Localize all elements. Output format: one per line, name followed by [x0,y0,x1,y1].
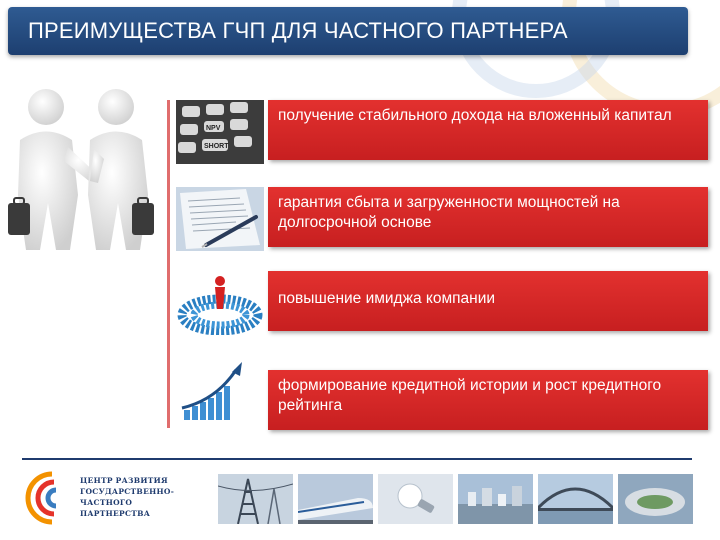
calculator-key-short: SHORT [204,143,229,150]
bridge-photo [538,474,613,524]
vertical-divider [167,100,170,428]
benefit-card [268,187,708,247]
calculator-icon [176,100,264,164]
people-circle-icon [176,271,264,335]
footer-divider [22,458,692,460]
benefit-text: гарантия сбыта и загруженности мощностей на долгосрочной основе [278,194,620,231]
growth-chart-icon [176,358,264,422]
logo-line: ПАРТНЕРСТВА [80,509,151,518]
benefit-text: получение стабильного дохода на вложенный капитал [278,107,672,124]
stadium-photo [618,474,693,524]
benefit-text: повышение имиджа компании [278,290,496,307]
calculator-key-npv: NPV [206,125,221,132]
benefit-card [268,370,708,430]
train-photo [298,474,373,524]
light-bulb-photo [378,474,453,524]
benefit-card [268,271,708,331]
document-pen-icon [176,187,264,251]
benefit-text: формирование кредитной истории и рост кредитного рейтинга [278,377,662,414]
page-title: ПРЕИМУЩЕСТВА ГЧП ДЛЯ ЧАСТНОГО ПАРТНЕРА [28,18,568,43]
ppp-center-logo-icon [22,468,74,528]
benefit-card [268,100,708,160]
logo-text [80,475,215,519]
city-photo [458,474,533,524]
logo-line: ГОСУДАРСТВЕННО-ЧАСТНОГО [80,487,175,507]
power-line-photo [218,474,293,524]
title-bar [8,7,688,55]
business-handshake-illustration [8,85,158,255]
logo-line: ЦЕНТР РАЗВИТИЯ [80,476,168,485]
